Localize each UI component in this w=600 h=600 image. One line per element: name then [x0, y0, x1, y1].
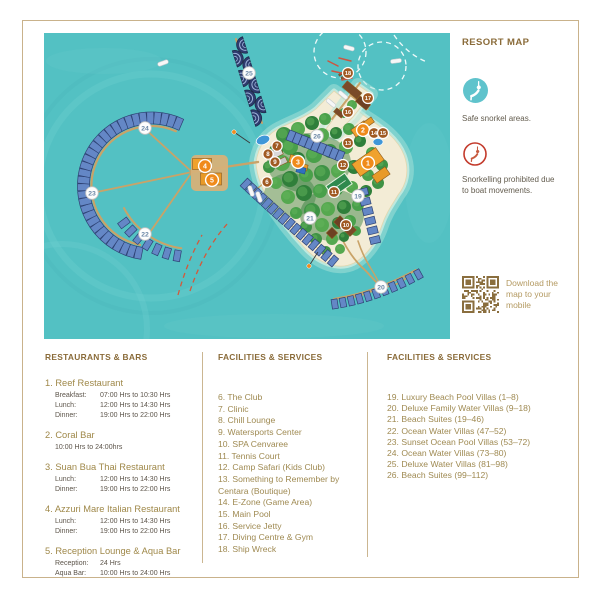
facility-item: 6. The Club: [218, 392, 263, 402]
map-marker-23: [86, 187, 99, 200]
restaurants-heading: RESTAURANTS & BARS: [45, 352, 148, 362]
facilities-heading: FACILITIES & SERVICES: [218, 352, 323, 362]
map-marker-12: [338, 160, 349, 171]
opening-hours-row: Reception: 24 Hrs: [55, 560, 121, 567]
download-text: Download the map to your mobile: [506, 278, 558, 310]
column-divider: [367, 352, 368, 557]
map-marker-1: [362, 157, 375, 170]
villa-item: 19. Luxury Beach Pool Villas (1–8): [387, 392, 519, 402]
snorkel-prohibited-icon: [463, 142, 487, 171]
svg-text:11: 11: [331, 190, 337, 197]
map-marker-3: [292, 156, 305, 169]
facilities-column: [218, 352, 368, 556]
svg-text:15: 15: [379, 131, 387, 138]
svg-text:24: 24: [141, 125, 149, 133]
map-marker-10: [341, 220, 352, 231]
villa-item: 22. Ocean Water Villas (47–52): [387, 425, 507, 436]
villa-item: 25. Deluxe Water Villas (81–98): [387, 459, 508, 470]
svg-text:14: 14: [370, 131, 378, 138]
svg-text:4: 4: [203, 163, 207, 171]
page-border: [22, 20, 579, 578]
facility-item: 8. Chill Lounge: [218, 415, 276, 426]
map-marker-19: [352, 190, 365, 203]
map-marker-25: [243, 67, 256, 80]
villa-item: 26. Beach Suites (99–112): [387, 470, 489, 481]
villa-item: 21. Beach Suites (19–46): [387, 414, 484, 425]
facility-item: 7. Clinic: [218, 403, 249, 414]
svg-text:9: 9: [273, 159, 277, 167]
villa-item: 20. Deluxe Family Water Villas (9–18): [387, 403, 531, 414]
svg-text:21: 21: [306, 215, 314, 223]
villa-item: 23. Sunset Ocean Pool Villas (53–72): [387, 436, 531, 447]
snorkel-safe-icon: [463, 78, 488, 108]
svg-text:18: 18: [344, 71, 352, 78]
resort-map: [44, 33, 450, 339]
villas-column: [387, 352, 575, 482]
restaurant-item: [45, 378, 205, 421]
restaurant-item: [45, 462, 205, 495]
restaurant-title: 5. Reception Lounge & Aqua Bar: [45, 546, 181, 556]
restaurant-item: [45, 430, 205, 453]
restaurant-item: [45, 504, 205, 537]
map-marker-5: [206, 174, 219, 187]
svg-text:10: 10: [342, 223, 350, 230]
restaurant-title: 3. Suan Bua Thai Restaurant: [45, 462, 165, 472]
svg-text:25: 25: [245, 70, 253, 78]
svg-text:8: 8: [266, 151, 270, 159]
map-marker-26: [311, 130, 324, 143]
qr-code: [462, 276, 499, 313]
legend-safe-text: Safe snorkel areas.: [462, 114, 531, 123]
facility-item: 18. Ship Wreck: [218, 544, 277, 555]
svg-text:19: 19: [354, 193, 362, 201]
villas-list: [387, 392, 575, 482]
facility-item: 11. Tennis Court: [218, 450, 280, 461]
restaurant-title: 1. Reef Restaurant: [45, 378, 124, 388]
restaurant-list: [45, 378, 205, 579]
opening-hours-row: Breakfast: 07:00 Hrs to 10:30 Hrs: [55, 392, 171, 399]
map-marker-9: [270, 157, 280, 167]
facility-item: 15. Main Pool: [218, 509, 271, 520]
svg-text:13: 13: [344, 141, 352, 148]
villa-item: 24. Ocean Water Villas (73–80): [387, 448, 507, 459]
restaurant-item: [45, 546, 205, 579]
map-marker-2: [357, 124, 370, 137]
svg-text:6: 6: [265, 179, 269, 187]
facility-item: 9. Watersports Center: [218, 427, 302, 438]
opening-hours-row: Lunch: 12:00 Hrs to 14:30 Hrs: [55, 402, 171, 409]
map-marker-21: [304, 212, 317, 225]
column-divider: [202, 352, 203, 563]
svg-text:5: 5: [210, 177, 214, 185]
legend-prohibited-text: Snorkelling prohibited due to boat movements.: [462, 175, 555, 195]
opening-hours-row: Dinner: 19:00 Hrs to 22:00 Hrs: [55, 528, 171, 535]
opening-hours-row: Dinner: 19:00 Hrs to 22:00 Hrs: [55, 486, 171, 493]
svg-text:22: 22: [141, 231, 149, 239]
svg-text:16: 16: [344, 110, 352, 117]
opening-hours-row: Aqua Bar: 10:00 Hrs to 24:00 Hrs: [55, 570, 171, 577]
opening-hours-row: 10:00 Hrs to 24:00hrs: [55, 444, 123, 451]
svg-text:12: 12: [339, 163, 347, 170]
opening-hours-row: Lunch: 12:00 Hrs to 14:30 Hrs: [55, 518, 171, 525]
map-marker-17: [363, 93, 374, 104]
map-marker-6: [262, 177, 272, 187]
svg-text:2: 2: [361, 127, 365, 135]
svg-text:23: 23: [88, 190, 96, 198]
facility-item: 13. Something to Remember by Centara (Boutique): [218, 473, 340, 496]
facilities-list: [218, 392, 368, 556]
svg-text:26: 26: [313, 133, 321, 141]
facility-item: 14. E-Zone (Game Area): [218, 497, 313, 508]
map-marker-15: [378, 128, 389, 139]
map-marker-11: [329, 187, 340, 198]
svg-text:20: 20: [377, 284, 385, 292]
opening-hours-row: Lunch: 12:00 Hrs to 14:30 Hrs: [55, 476, 171, 483]
svg-text:3: 3: [296, 159, 300, 167]
facility-item: 10. SPA Cenvaree: [218, 438, 289, 449]
legend-title: RESORT MAP: [462, 37, 530, 48]
restaurants-column: [45, 352, 205, 588]
download-block: [462, 276, 558, 313]
facility-item: 17. Diving Centre & Gym: [218, 532, 314, 543]
map-legend: [461, 35, 579, 355]
restaurant-title: 4. Azzuri Mare Italian Restaurant: [45, 504, 180, 514]
map-marker-13: [343, 138, 354, 149]
facility-item: 12. Camp Safari (Kids Club): [218, 462, 325, 473]
opening-hours-row: Dinner: 19:00 Hrs to 22:00 Hrs: [55, 412, 171, 419]
map-marker-4: [199, 160, 212, 173]
map-marker-22: [139, 228, 152, 241]
svg-text:7: 7: [275, 143, 279, 151]
map-marker-24: [139, 122, 152, 135]
svg-text:1: 1: [366, 160, 370, 168]
map-marker-7: [272, 141, 282, 151]
map-marker-16: [343, 107, 354, 118]
map-marker-20: [375, 281, 388, 294]
map-marker-18: [343, 68, 354, 79]
villas-heading: FACILITIES & SERVICES: [387, 352, 492, 362]
facility-item: 16. Service Jetty: [218, 520, 282, 531]
svg-text:17: 17: [364, 96, 372, 103]
restaurant-title: 2. Coral Bar: [45, 430, 95, 440]
